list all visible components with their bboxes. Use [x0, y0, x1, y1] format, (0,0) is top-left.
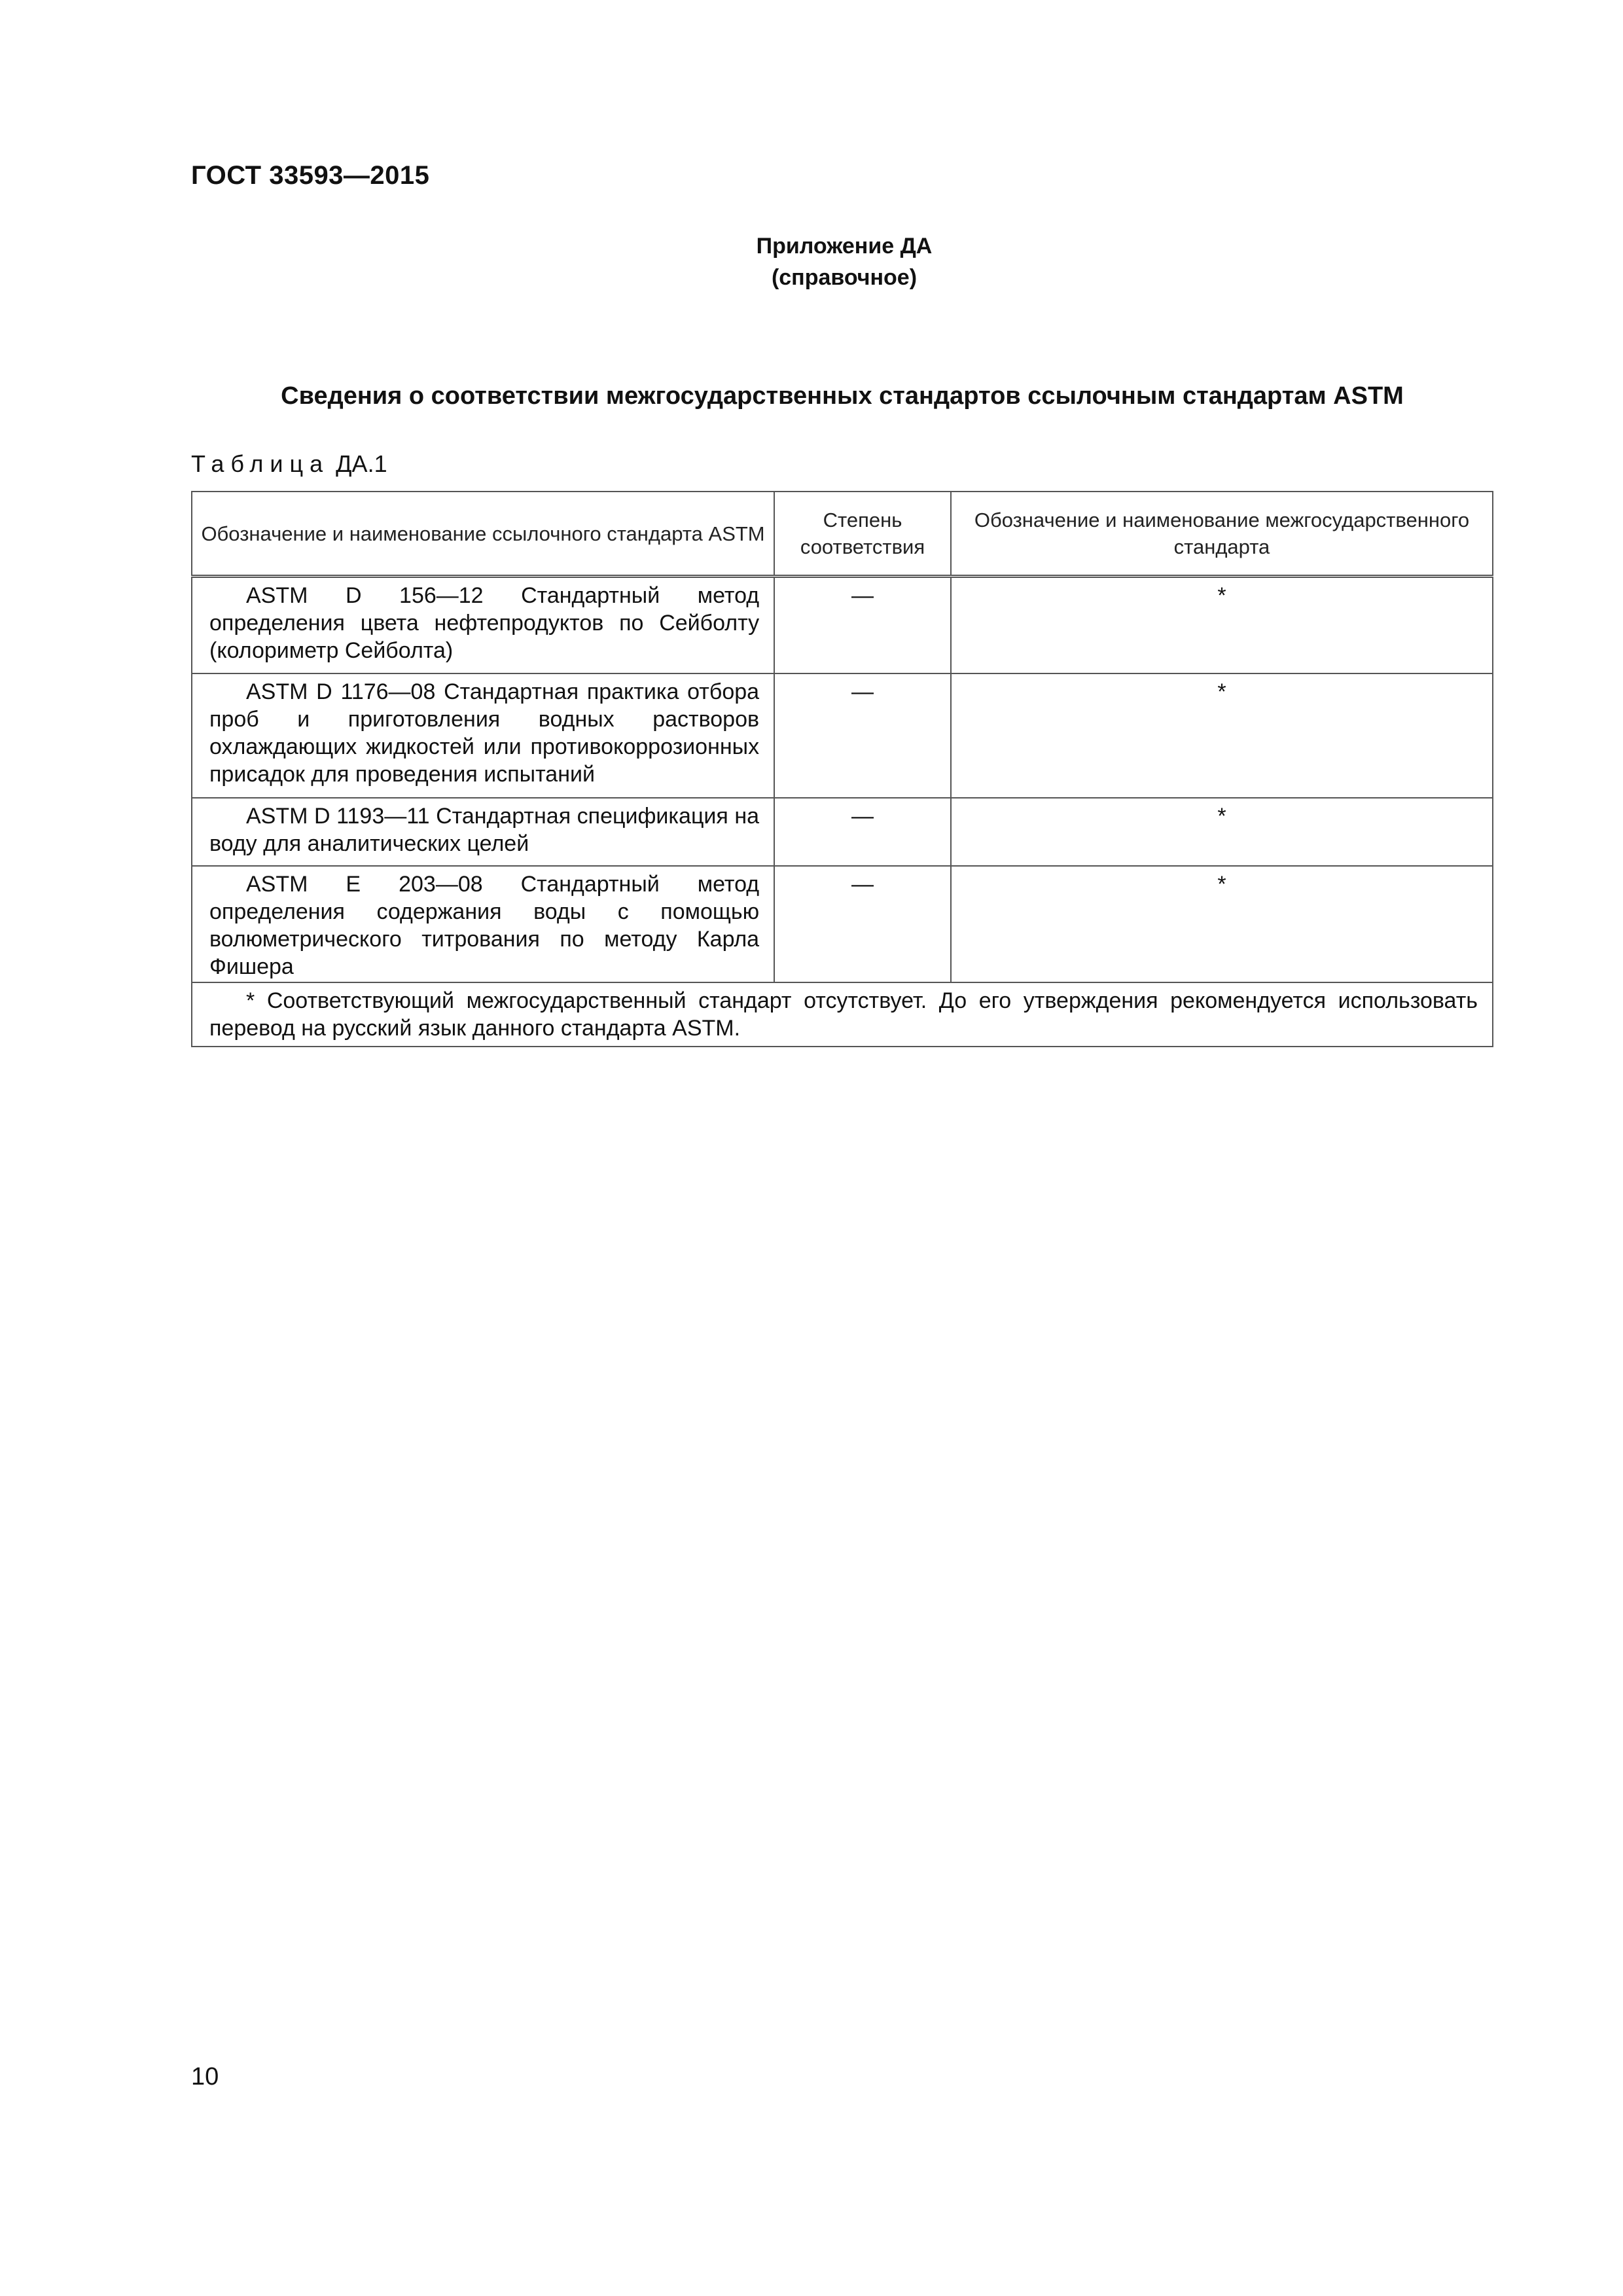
table-footnote: * Соответствующий межгосударственный стандарт отсутствует. До его утверждения рекомендуется использовать перевод на русский язык данного стандарта ASTM. — [192, 982, 1493, 1047]
appendix-type: (справочное) — [771, 265, 918, 290]
degree-cell: — — [774, 577, 951, 673]
table-row — [192, 798, 1493, 866]
table-caption — [191, 450, 387, 478]
national-standard-cell: * — [951, 798, 1493, 866]
table-caption-number: ДА.1 — [336, 450, 387, 477]
national-standard-cell: * — [951, 673, 1493, 798]
degree-cell: — — [774, 798, 951, 866]
table-row — [192, 866, 1493, 982]
document-number: ГОСТ 33593—2015 — [191, 161, 430, 190]
standards-correspondence-table — [191, 491, 1493, 1047]
column-header-national: Обозначение и наименование межгосударственного стандарта — [951, 492, 1493, 577]
table-footnote-row — [192, 982, 1493, 1047]
page-number: 10 — [191, 2063, 219, 2090]
national-standard-cell: * — [951, 577, 1493, 673]
degree-cell: — — [774, 673, 951, 798]
reference-standard-cell: ASTM D 1176—08 Стандартная практика отбора проб и приготовления водных растворов охлаждающих жидкостей или противокоррозионных присадок для проведения испытаний — [192, 673, 774, 798]
degree-cell: — — [774, 866, 951, 982]
column-header-reference: Обозначение и наименование ссылочного стандарта ASTM — [192, 492, 774, 577]
reference-standard-cell: ASTM D 156—12 Стандартный метод определения цвета нефтепродуктов по Сейболту (колориметр Сейболта) — [192, 577, 774, 673]
appendix-title: Приложение ДА — [756, 234, 933, 259]
appendix-heading — [648, 230, 1041, 293]
column-header-degree: Степень соответствия — [774, 492, 951, 577]
national-standard-cell: * — [951, 866, 1493, 982]
table-row — [192, 673, 1493, 798]
table-row — [192, 577, 1493, 673]
reference-standard-cell: ASTM D 1193—11 Стандартная спецификация на воду для аналитических целей — [192, 798, 774, 866]
reference-standard-cell: ASTM E 203—08 Стандартный метод определения содержания воды с помощью волюметрического титрования по методу Карла Фишера — [192, 866, 774, 982]
section-title: Сведения о соответствии межгосударственных стандартов ссылочным стандартам ASTM — [281, 382, 1404, 410]
table-caption-label: Таблица — [191, 450, 330, 477]
table-header-row — [192, 492, 1493, 577]
